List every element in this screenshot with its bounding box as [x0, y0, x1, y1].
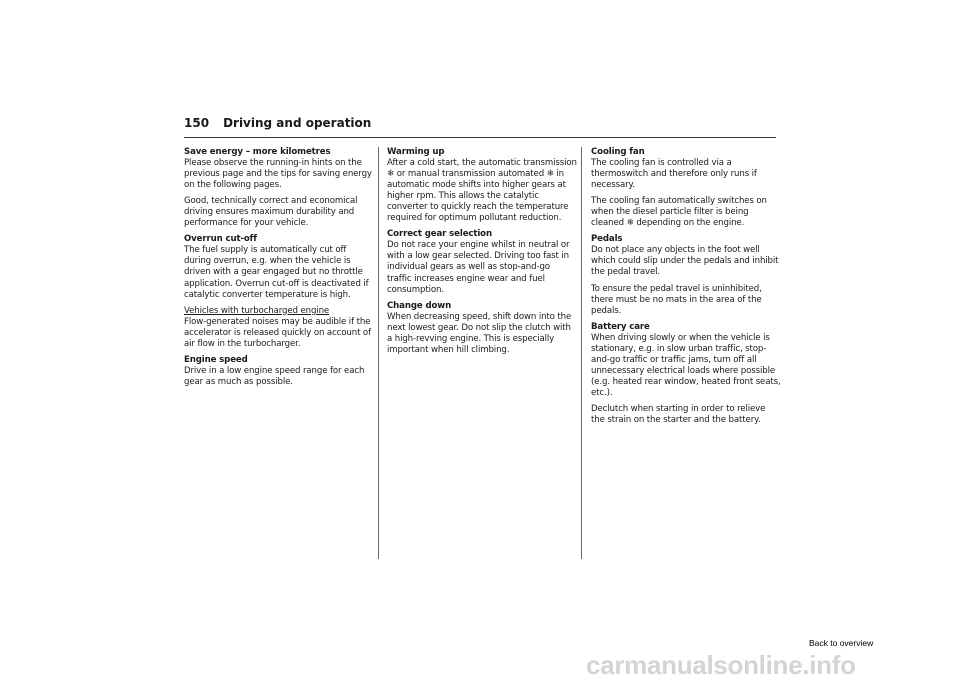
paragraph: To ensure the pedal travel is uninhibited, there must be no mats in the area of the pedals. — [591, 283, 762, 316]
section-warming-up — [387, 147, 577, 224]
heading-engine-speed: Engine speed — [184, 354, 248, 365]
column-divider-2 — [581, 147, 582, 559]
paragraph: Please observe the running-in hints on the previous page and the tips for saving energy on the following pages. — [184, 158, 372, 191]
paragraph: Do not race your engine whilst in neutral or with a low gear selected. Driving too fast in individual gears as well as stop-and-go traffic increases engine wear and fuel consumption. — [387, 240, 570, 295]
paragraph: Flow-generated noises may be audible if the accelerator is released quickly on account of air flow in the turbocharger. — [184, 316, 371, 349]
back-to-overview-link[interactable]: Back to overview — [809, 638, 874, 648]
heading-overrun-cut-off: Overrun cut-off — [184, 234, 257, 245]
paragraph: After a cold start, the automatic transmission ❄ or manual transmission automated ❄ in automatic mode shifts into higher gears at higher rpm. This allows the catalytic converter to quickly reach the temperature required for optimum pollutant reduction. — [387, 158, 577, 224]
section-overrun-cut-off — [184, 234, 374, 300]
snowflake-icon: ❄ — [626, 218, 634, 229]
snowflake-icon: ❄ — [387, 169, 395, 180]
watermark: carmanualsonline.info — [586, 650, 856, 680]
page-number: 150 — [184, 116, 210, 130]
section-battery-care — [591, 322, 781, 426]
paragraph: When driving slowly or when the vehicle is stationary, e.g. in slow urban traffic, stop-and-go traffic or traffic jams, turn off all unnecessary electrical loads where possible (e.g. heated rear window, heated front seats, etc.). — [591, 332, 781, 398]
heading-change-down: Change down — [387, 300, 452, 311]
paragraph: Do not place any objects in the foot well which could slip under the pedals and inhibit the pedal travel. — [591, 245, 779, 278]
column-2 — [387, 147, 577, 361]
section-change-down — [387, 301, 577, 356]
heading-turbocharged: Vehicles with turbocharged engine — [184, 305, 330, 316]
paragraph: When decreasing speed, shift down into the next lowest gear. Do not slip the clutch with a high-revving engine. This is especially important when hill climbing. — [387, 311, 572, 355]
page-header — [184, 116, 371, 130]
paragraph: Drive in a low engine speed range for each gear as much as possible. — [184, 365, 365, 387]
section-engine-speed — [184, 355, 374, 388]
section-gear-selection — [387, 229, 577, 295]
heading-battery-care: Battery care — [591, 321, 650, 332]
paragraph: The cooling fan is controlled via a thermoswitch and therefore only runs if necessary. — [591, 158, 757, 191]
section-cooling-fan — [591, 147, 781, 229]
heading-cooling-fan: Cooling fan — [591, 147, 645, 157]
column-divider-1 — [378, 147, 379, 559]
heading-warming-up: Warming up — [387, 147, 445, 157]
paragraph: Good, technically correct and economical driving ensures maximum durability and performance for your vehicle. — [184, 196, 358, 229]
snowflake-icon: ❄ — [546, 169, 554, 180]
column-1 — [184, 147, 374, 393]
paragraph: The fuel supply is automatically cut off during overrun, e.g. when the vehicle is driven with a gear engaged but no throttle application. Overrun cut-off is deactivated if catalytic converter temperature is high. — [184, 245, 369, 300]
section-title: Driving and operation — [223, 116, 372, 130]
paragraph: The cooling fan automatically switches on when the diesel particle filter is being cleaned ❄ depending on the engine. — [591, 196, 767, 229]
paragraph: Declutch when starting in order to relieve the strain on the starter and the battery. — [591, 403, 766, 426]
header-rule — [184, 137, 776, 138]
heading-save-energy: Save energy – more kilometres — [184, 147, 331, 157]
column-3 — [591, 147, 781, 431]
heading-pedals: Pedals — [591, 234, 623, 245]
section-pedals — [591, 234, 781, 316]
section-save-energy — [184, 147, 374, 229]
heading-gear-selection: Correct gear selection — [387, 229, 492, 240]
section-turbocharged — [184, 306, 374, 350]
